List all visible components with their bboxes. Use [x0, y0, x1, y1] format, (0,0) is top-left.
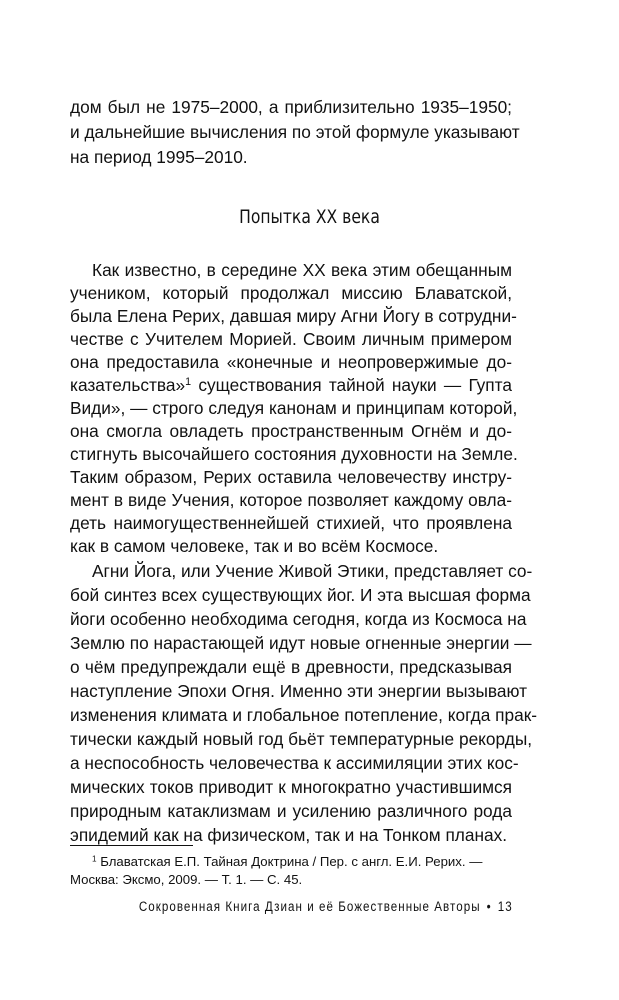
body-text-line: и дальнейшие вычисления по этой формуле указывают: [70, 122, 520, 142]
body-text-line: она предоставила «конечные и неопровержимые до-: [70, 352, 512, 372]
footnote-divider: [70, 845, 193, 846]
page-number: 13: [498, 899, 513, 914]
body-text-line: о чём предупреждали ещё в древности, предсказывая: [70, 657, 512, 677]
footnote-marker: 1: [92, 854, 97, 864]
body-text-line: дом был не 1975–2000, а приблизительно 1935–1950;: [70, 97, 512, 117]
running-footer: [139, 899, 513, 914]
bullet-icon: •: [486, 899, 492, 914]
body-text-line: эпидемий как на физическом, так и на Тонком планах.: [70, 825, 508, 845]
body-text-line: изменения климата и глобальное потепление, когда прак-: [70, 705, 538, 725]
body-text-line: Види», — строго следуя канонам и принципам которой,: [70, 398, 518, 418]
section-heading: Попытка XX века: [239, 206, 380, 228]
body-text-line: мент в виде Учения, которое позволяет каждому овла-: [70, 490, 512, 510]
body-text-line: бой синтез всех существующих йог. И эта высшая форма: [70, 585, 531, 605]
body-text-line: Агни Йога, или Учение Живой Этики, представляет со-: [92, 561, 533, 581]
body-text-fragment: казательства»: [70, 375, 186, 395]
body-text-line: как в самом человеке, так и во всём Космосе.: [70, 536, 439, 556]
footnote-reference[interactable]: 1: [185, 376, 192, 389]
body-text-line: была Елена Рерих, давшая миру Агни Йогу в сотрудни-: [70, 306, 517, 326]
body-text-line: она смогла овладеть пространственным Огнём и до-: [70, 421, 512, 441]
body-text-line-with-footnote-ref: [70, 374, 512, 396]
footnote-line: [92, 853, 482, 871]
body-text-line: а неспособность человечества к ассимиляции этих кос-: [70, 753, 519, 773]
body-text-fragment: существования тайной науки — Гупта: [191, 375, 512, 395]
body-text-line: Как известно, в середине XX века этим обещанным: [92, 260, 512, 280]
footnote-line: Москва: Эксмо, 2009. — Т. 1. — С. 45.: [70, 872, 303, 887]
footnote-text: Блаватская Е.П. Тайная Доктрина / Пер. с англ. Е.И. Рерих. —: [100, 854, 483, 869]
body-text-line: стигнуть высочайшего состояния духовности на Земле.: [70, 444, 518, 464]
body-text-line: природным катаклизмам и усилению различного рода: [70, 801, 512, 821]
body-text-line: тически каждый новый год бьёт температурные рекорды,: [70, 729, 533, 749]
body-text-line: мических токов приводит к многократно участившимся: [70, 777, 512, 797]
body-text-line: Таким образом, Рерих оставила человечеству инстру-: [70, 467, 512, 487]
body-text-line: на период 1995–2010.: [70, 147, 248, 167]
body-text-line: йоги особенно необходима сегодня, когда из Космоса на: [70, 609, 527, 629]
body-text-line: учеником, который продолжал миссию Блаватской,: [70, 283, 512, 303]
body-text-line: честве с Учителем Морией. Своим личным примером: [70, 329, 512, 349]
body-text-line: Землю по нарастающей идут новые огненные энергии —: [70, 633, 532, 653]
book-title: Сокровенная Книга Дзиан и её Божественные Авторы: [139, 899, 481, 914]
body-text-line: деть наимогущественнейшей стихией, что проявлена: [70, 513, 512, 533]
body-text-line: наступление Эпохи Огня. Именно эти энергии вызывают: [70, 681, 527, 701]
